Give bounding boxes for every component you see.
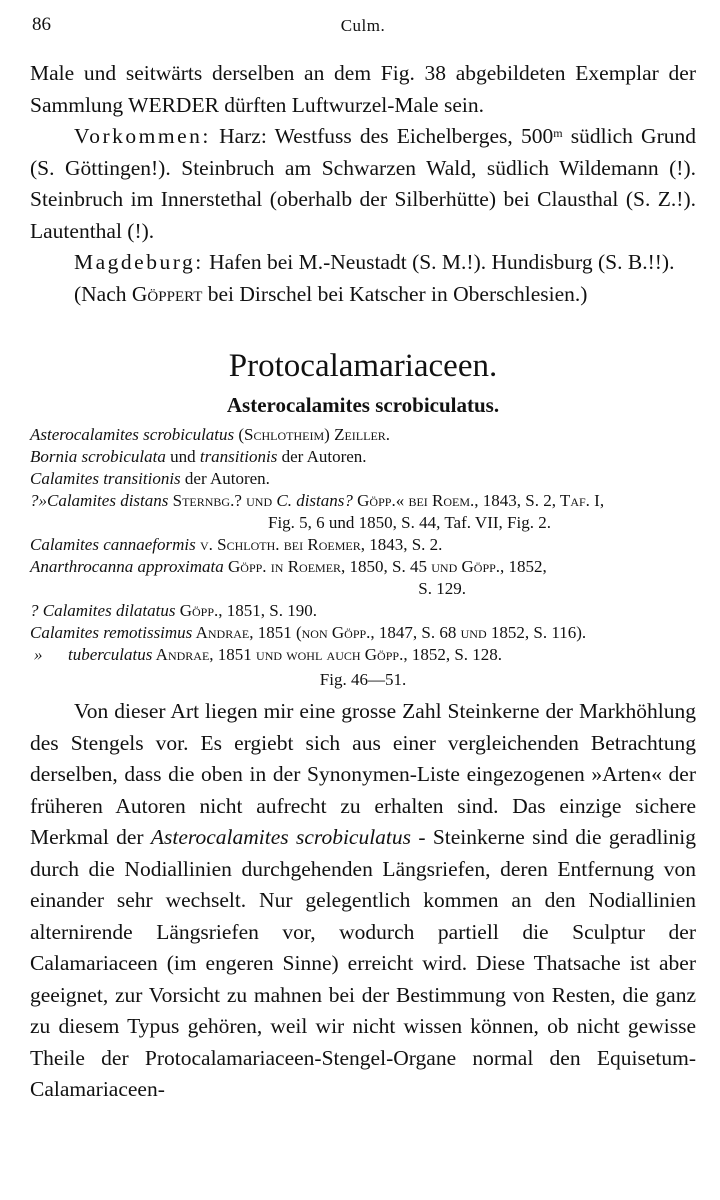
synonym-citation: Sternbg.? und — [168, 491, 277, 510]
synonym-citation: Andrae, 1851 und wohl auch Göpp., 1852, S. 128. — [152, 645, 503, 664]
intro-text — [30, 58, 696, 310]
occurrence-text-a: Harz: Westfuss des Eichelberges, 500 — [210, 124, 554, 148]
main-text-b: - Steinkerne sind die geradlinig durch die Nodiallinien durchgehenden Längsriefen, deren Entfernung von einander sehr wechselt. Nur gelegentlich kommen an den Nodiallinien alternirende Längsriefen vor, wodurch partiell die Sculptur der Calamariaceen (im engeren Sinne) erreicht wird. Diese Thatsache ist aber geeignet, zur Vorsicht zu mahnen bei der Bestimmung von Resten, die ganz zu diesem Typus gehören, weil wir nicht wissen können, ob nicht gewisse Theile der Protocalamariaceen-Stengel-Organe normal den Equisetum-Calamariaceen- — [30, 825, 697, 1101]
synonym-citation-2: der Autoren. — [277, 447, 367, 466]
synonym-name: ? Calamites dilatatus — [30, 601, 176, 620]
synonym-name: Anarthrocanna approximata — [30, 557, 224, 576]
main-text — [30, 696, 696, 1106]
section-title: Protocalamariaceen. — [228, 348, 498, 384]
synonymy-entry — [30, 644, 696, 666]
main-text-a: Von dieser Art liegen mir eine grosse Zahl Steinkerne der Markhöhlung des Stengels vor. Es ergiebt sich aus einer vergleichenden Betrachtung derselben, dass die oben in der Synonymen-Liste eingezogenen »Arten« der früheren Autoren nicht aufrecht zu erhalten sind. Das einzige sichere Merkmal der — [30, 699, 696, 849]
running-title: Culm. — [340, 16, 386, 35]
intro-paragraph-1: Male und seitwärts derselben an dem Fig. 38 abgebildeten Exemplar der Sammlung WERDER dürften Luftwurzel-Male sein. — [30, 61, 696, 117]
synonym-citation: und — [165, 447, 200, 466]
meter-superscript: m — [553, 126, 563, 140]
synonym-citation: Andrae, 1851 (non Göpp., 1847, S. 68 und 1852, S. 116). — [192, 623, 587, 642]
goeppert-note-a: (Nach — [74, 281, 132, 306]
species-title: Asterocalamites scrobiculatus. — [226, 393, 500, 417]
synonym-name: » tuberculatus — [34, 645, 153, 664]
synonymy-entry — [30, 424, 696, 446]
synonymy-continuation: Fig. 5, 6 und 1850, S. 44, Taf. VII, Fig. 2. — [268, 513, 551, 532]
synonym-citation: Göpp., 1851, S. 190. — [175, 601, 317, 620]
synonymy-list — [30, 424, 696, 666]
synonym-name: Calamites transitionis — [30, 469, 181, 488]
goeppert-author: Göppert — [131, 281, 203, 306]
synonym-citation: v. Schloth. bei Roemer, 1843, S. 2. — [195, 535, 443, 554]
synonymy-entry — [30, 446, 696, 468]
occurrence-magdeburg-paragraph — [30, 247, 696, 279]
magdeburg-label: Magdeburg: — [74, 250, 204, 274]
synonym-name-2: transitionis — [199, 447, 278, 466]
page-number: 86 — [32, 14, 51, 35]
magdeburg-text: Hafen bei M.-Neustadt (S. M.!). Hundisburg (S. B.!!). — [203, 250, 675, 274]
synonym-name: Asterocalamites scrobiculatus — [30, 425, 235, 444]
occurrence-harz-paragraph — [30, 121, 696, 247]
synonymy-entry — [30, 600, 696, 622]
synonym-name: Bornia scrobiculata — [30, 447, 166, 466]
synonym-name-2: C. distans? — [276, 491, 353, 510]
synonym-name: ?»Calamites distans — [30, 491, 169, 510]
synonymy-entry — [30, 490, 696, 512]
species-emphasis: Asterocalamites scrobiculatus — [150, 825, 412, 849]
synonym-citation: (Schlotheim) Zeiller. — [234, 425, 391, 444]
occurrence-label: Vorkommen: — [74, 124, 211, 148]
synonym-citation-2: Göpp.« bei Roem., 1843, S. 2, Taf. I, — [352, 491, 605, 510]
synonymy-entry — [30, 622, 696, 644]
occurrence-text-b: südlich Grund (S. Göttingen!). Steinbruch am Schwarzen Wald, südlich Wildemann (!). Steinbruch im Innerstethal (oberhalb der Silberhütte) bei Clausthal (S. Z.!). Lautenthal (!). — [30, 124, 696, 243]
goeppert-note — [30, 279, 696, 311]
synonymy-entry — [30, 468, 696, 490]
main-paragraph — [30, 696, 696, 1106]
running-head — [30, 0, 696, 34]
synonym-citation: der Autoren. — [180, 469, 270, 488]
figure-reference: Fig. 46—51. — [319, 670, 407, 689]
synonymy-entry — [30, 534, 696, 556]
synonym-name: Calamites remotissimus — [30, 623, 193, 642]
synonymy-continuation: S. 129. — [418, 579, 466, 598]
synonym-name: Calamites cannaeformis — [30, 535, 196, 554]
synonymy-entry — [30, 556, 696, 578]
synonym-citation: Göpp. in Roemer, 1850, S. 45 und Göpp., 1852, — [223, 557, 547, 576]
goeppert-note-b: bei Dirschel bei Katscher in Oberschlesien.) — [202, 281, 588, 306]
